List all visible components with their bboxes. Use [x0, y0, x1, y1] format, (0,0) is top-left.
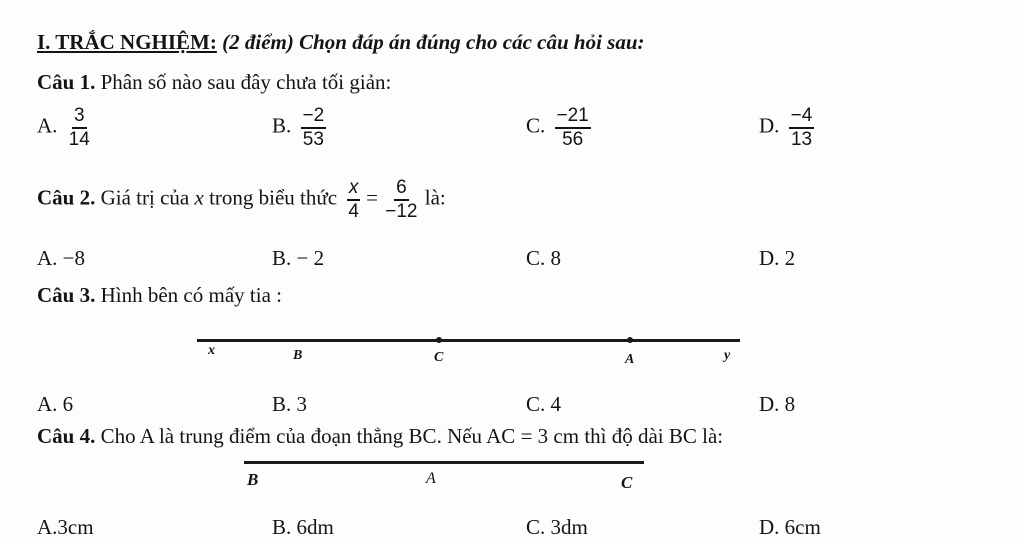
q2-option-a[interactable]: A. −8	[37, 246, 86, 270]
question-2-text-b: trong biểu thức	[209, 185, 338, 210]
q4-option-c[interactable]: C. 3dm	[526, 515, 588, 539]
numerator: x	[347, 177, 361, 201]
q2-option-b[interactable]: B. − 2	[272, 246, 325, 270]
question-4-text: Cho A là trung điểm của đoạn thẳng BC. Nếu AC = 3 cm thì độ dài BC là:	[100, 424, 724, 448]
q3-option-c[interactable]: C. 4	[526, 392, 562, 416]
q1-option-d[interactable]	[759, 105, 814, 151]
q3-option-a[interactable]: A. 6	[37, 392, 74, 416]
q1-option-c[interactable]	[526, 105, 591, 151]
question-2	[37, 177, 446, 223]
denominator: 13	[790, 128, 813, 150]
question-3-label: Câu 3.	[37, 283, 96, 307]
option-letter: C.	[526, 113, 546, 138]
denominator: 14	[68, 128, 90, 150]
question-4	[37, 424, 723, 449]
question-2-label: Câu 2.	[37, 185, 96, 210]
numerator: 6	[394, 177, 409, 201]
label-c: C	[434, 350, 444, 365]
denominator: 53	[302, 128, 324, 150]
fraction	[789, 105, 815, 151]
label-c: C	[621, 473, 633, 492]
equals-sign: =	[366, 185, 379, 210]
option-letter: B.	[272, 113, 292, 138]
denominator: −12	[385, 200, 418, 222]
label-y: y	[724, 348, 731, 363]
section-heading: I. TRẮC NGHIỆM:	[37, 30, 217, 54]
point-c	[436, 337, 442, 343]
denominator: 56	[562, 128, 584, 150]
question-3	[37, 283, 282, 308]
label-a: A	[426, 470, 436, 487]
q1-option-b[interactable]	[272, 105, 326, 151]
q3-option-b[interactable]: B. 3	[272, 392, 308, 416]
q4-option-d[interactable]: D. 6cm	[759, 515, 821, 539]
label-b: B	[247, 470, 259, 489]
segment-bc	[244, 461, 644, 464]
question-2-text-c: là:	[424, 185, 446, 210]
q4-option-a[interactable]: A.3cm	[37, 515, 94, 539]
section-subtitle: (2 điểm) Chọn đáp án đúng cho các câu hỏi sau:	[222, 30, 645, 54]
question-4-label: Câu 4.	[37, 424, 96, 448]
label-b: B	[293, 348, 303, 363]
q2-option-c[interactable]: C. 8	[526, 246, 562, 270]
fraction	[555, 105, 591, 151]
section-title	[37, 30, 645, 55]
label-a: A	[625, 352, 635, 367]
numerator: −21	[555, 105, 591, 129]
option-letter: D.	[759, 113, 780, 138]
point-a	[627, 337, 633, 343]
question-1-label: Câu 1.	[37, 70, 96, 94]
fraction	[67, 105, 92, 151]
option-letter: A.	[37, 113, 58, 138]
fraction	[301, 105, 327, 151]
fraction-right	[383, 177, 419, 223]
q3-option-d[interactable]: D. 8	[759, 392, 796, 416]
numerator: −2	[301, 105, 327, 129]
denominator: 4	[348, 200, 359, 222]
line-xy	[197, 339, 740, 342]
question-1-text: Phân số nào sau đây chưa tối giản:	[100, 70, 392, 94]
numerator: −4	[789, 105, 815, 129]
question-3-text: Hình bên có mấy tia :	[100, 283, 282, 307]
label-x: x	[208, 343, 215, 358]
question-1	[37, 70, 391, 95]
q1-option-a[interactable]	[37, 105, 92, 151]
question-2-text-a: Giá trị của	[100, 185, 190, 210]
numerator: 3	[72, 105, 87, 129]
q4-option-b[interactable]: B. 6dm	[272, 515, 334, 539]
q2-option-d[interactable]: D. 2	[759, 246, 796, 270]
variable-x: x	[194, 185, 204, 210]
fraction-left	[346, 177, 361, 223]
